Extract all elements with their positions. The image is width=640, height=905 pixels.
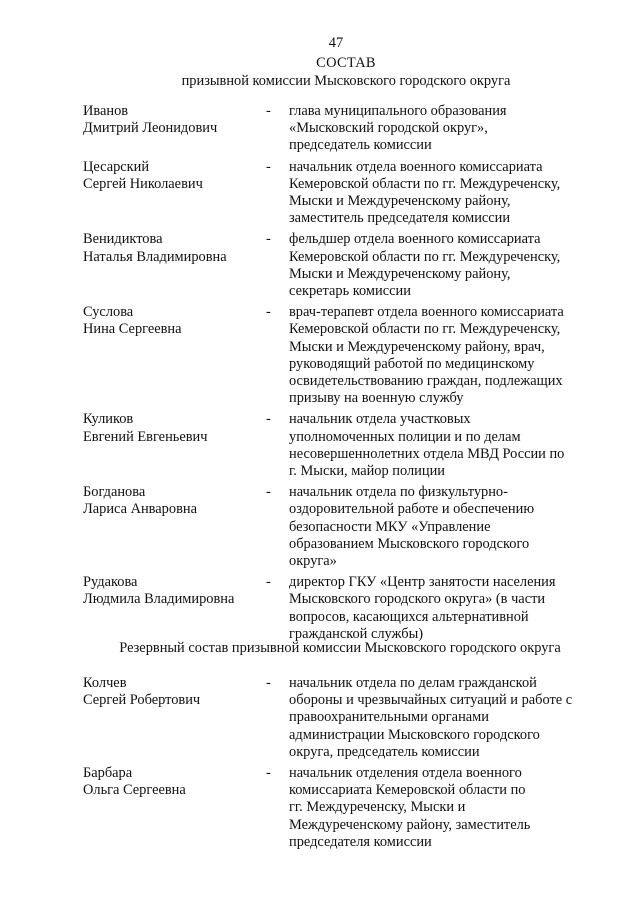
- member-given-names: Сергей Робертович: [83, 692, 201, 709]
- dash-separator: -: [266, 231, 271, 248]
- role-line: врач-терапевт отдела военного комиссариата: [289, 304, 564, 321]
- role-line: округа»: [289, 553, 337, 570]
- role-line: Кемеровской области по гг. Междуреченску,: [289, 248, 561, 265]
- role-line: Мысковского городского округа» (в части: [289, 591, 546, 608]
- role-line: начальник отделения отдела военного: [289, 765, 522, 782]
- member-name: [83, 159, 263, 193]
- dash-separator: -: [266, 411, 271, 428]
- role-line: уполномоченных полиции и по делам: [289, 428, 521, 445]
- role-line: вопросов, касающихся альтернативной: [289, 608, 529, 625]
- member-surname: Венидиктова: [83, 231, 163, 248]
- member-name: [83, 231, 263, 265]
- member-given-names: Евгений Евгеньевич: [83, 428, 208, 445]
- member-given-names: Сергей Николаевич: [83, 175, 203, 192]
- member-entry: [0, 675, 640, 761]
- role-line: руководящий работой по медицинскому: [289, 355, 535, 372]
- page-number: 47: [328, 35, 344, 51]
- member-role: [289, 574, 589, 643]
- role-line: гражданской службы): [289, 625, 424, 642]
- member-role: [289, 411, 589, 480]
- role-line: гг. Междуреченску, Мыски и: [289, 799, 466, 816]
- member-given-names: Дмитрий Леонидович: [83, 120, 218, 137]
- member-surname: Суслова: [83, 304, 134, 321]
- role-line: округа, председатель комиссии: [289, 743, 480, 760]
- role-line: правоохранительными органами: [289, 709, 489, 726]
- role-line: безопасности МКУ «Управление: [289, 518, 491, 535]
- member-role: [289, 484, 589, 570]
- member-entry: [0, 765, 640, 851]
- member-surname: Колчев: [83, 675, 127, 691]
- member-name: [83, 484, 263, 518]
- member-surname: Цесарский: [83, 158, 150, 175]
- role-line: комиссариата Кемеровской области по: [289, 782, 526, 799]
- member-role: [289, 159, 589, 228]
- dash-separator: -: [266, 304, 271, 321]
- member-surname: Богданова: [83, 484, 146, 501]
- member-surname: Барбара: [83, 765, 133, 782]
- dash-separator: -: [266, 675, 271, 691]
- member-entry: [0, 484, 640, 570]
- dash-separator: -: [266, 484, 271, 501]
- member-entry: [0, 231, 640, 300]
- role-line: секретарь комиссии: [289, 283, 411, 300]
- member-name: [83, 103, 263, 137]
- role-line: начальник отдела по физкультурно-: [289, 484, 508, 501]
- role-line: Междуреченскому району, заместитель: [289, 816, 531, 833]
- member-given-names: Ольга Сергеевна: [83, 782, 186, 799]
- member-role: [289, 103, 589, 155]
- role-line: фельдшер отдела военного комиссариата: [289, 231, 541, 248]
- member-name: [83, 304, 263, 338]
- document-subtitle: призывной комиссии Мысковского городского округа: [181, 73, 511, 89]
- role-line: Кемеровской области по гг. Междуреченску,: [289, 321, 561, 338]
- role-line: г. Мыски, майор полиции: [289, 463, 445, 480]
- member-entry: [0, 159, 640, 228]
- member-role: [289, 304, 589, 407]
- member-surname: Иванов: [83, 103, 129, 119]
- role-line: образованием Мысковского городского: [289, 535, 530, 552]
- member-role: [289, 231, 589, 300]
- member-role: [289, 675, 589, 761]
- member-given-names: Людмила Владимировна: [83, 591, 235, 608]
- role-line: оздоровительной работе и обеспечению: [289, 501, 535, 518]
- member-surname: Рудакова: [83, 574, 138, 591]
- dash-separator: -: [266, 158, 271, 175]
- member-given-names: Наталья Владимировна: [83, 248, 227, 265]
- role-line: Мыски и Междуреченскому району,: [289, 193, 511, 210]
- member-name: [83, 765, 263, 799]
- role-line: Кемеровской области по гг. Междуреченску,: [289, 175, 561, 192]
- role-line: начальник отдела по делам гражданской: [289, 675, 537, 691]
- document-title: СОСТАВ: [316, 55, 376, 71]
- role-line: председатель комиссии: [289, 137, 432, 154]
- member-given-names: Нина Сергеевна: [83, 321, 182, 338]
- member-entry: [0, 304, 640, 407]
- role-line: Мыски и Междуреченскому району, врач,: [289, 338, 545, 355]
- member-entry: [0, 103, 640, 155]
- role-line: глава муниципального образования: [289, 103, 507, 119]
- role-line: администрации Мысковского городского: [289, 726, 540, 743]
- member-name: [83, 574, 263, 608]
- role-line: призыву на военную службу: [289, 390, 464, 407]
- member-role: [289, 765, 589, 851]
- dash-separator: -: [266, 765, 271, 782]
- role-line: обороны и чрезвычайных ситуаций и работе с: [289, 692, 573, 709]
- role-line: начальник отдела участковых: [289, 411, 471, 428]
- member-given-names: Лариса Анваровна: [83, 501, 197, 518]
- role-line: заместитель председателя комиссии: [289, 210, 511, 227]
- member-name: [83, 411, 263, 445]
- role-line: несовершеннолетних отдела МВД России по: [289, 445, 565, 462]
- dash-separator: -: [266, 103, 271, 119]
- dash-separator: -: [266, 574, 271, 591]
- role-line: начальник отдела военного комиссариата: [289, 158, 543, 175]
- commission-members: [0, 103, 640, 647]
- member-name: [83, 675, 263, 709]
- role-line: «Мысковский городской округ»,: [289, 120, 488, 137]
- role-line: директор ГКУ «Центр занятости населения: [289, 574, 556, 591]
- member-entry: [0, 574, 640, 643]
- role-line: освидетельствованию граждан, подлежащих: [289, 373, 563, 390]
- role-line: Мыски и Междуреченскому району,: [289, 265, 511, 282]
- reserve-members: [0, 675, 640, 855]
- reserve-heading: Резервный состав призывной комиссии Мысковского городского округа: [119, 640, 561, 656]
- role-line: председателя комиссии: [289, 833, 432, 850]
- member-surname: Куликов: [83, 411, 134, 428]
- member-entry: [0, 411, 640, 480]
